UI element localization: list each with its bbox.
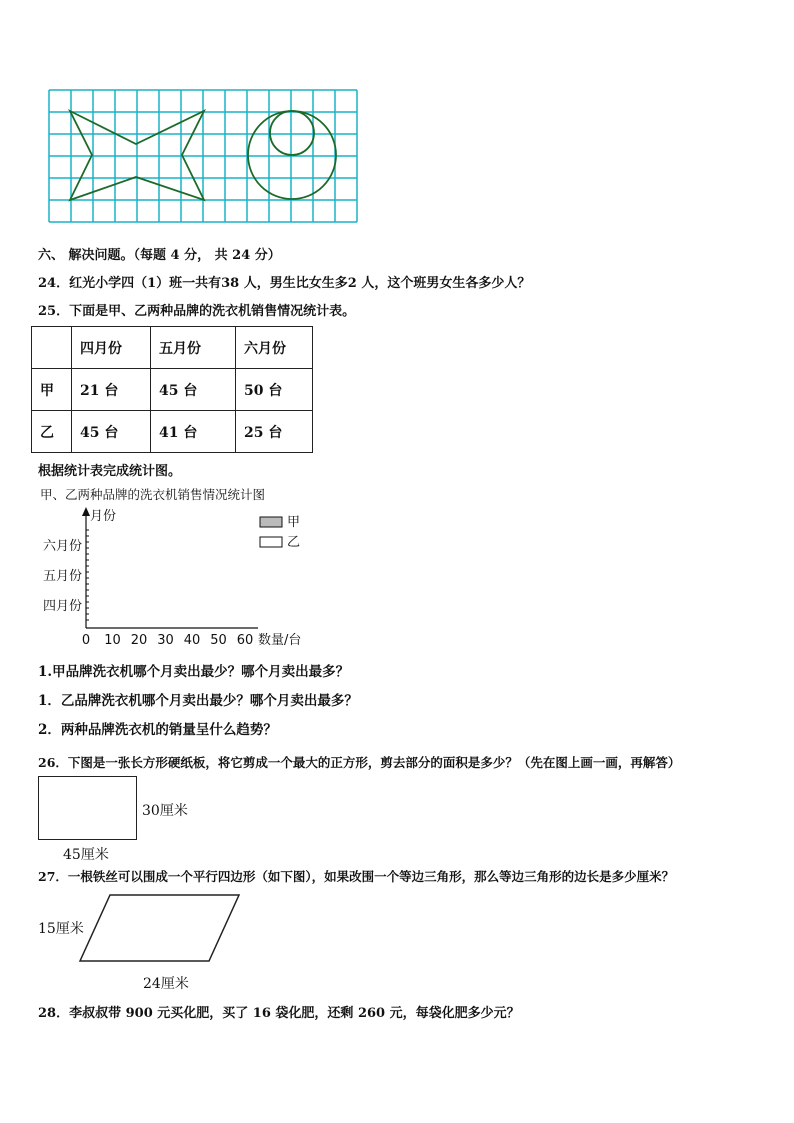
y-category-label: 四月份 [42,599,82,614]
grid-lines [49,90,357,222]
x-tick-label: 0 [81,633,91,648]
question-27: 27．一根铁丝可以围成一个平行四边形（如下图），如果改围一个等边三角形，那么等边三角形的边长是多少厘米？ [38,869,675,884]
x-tick-label: 60 [236,633,254,648]
question-28: 28．李叔叔带 900 元买化肥，买了 16 袋化肥，还剩 260 元，每袋化肥多少元？ [38,1006,520,1021]
rect-width-label: 45厘米 [63,847,109,863]
question-25-sub2: 1．乙品牌洗衣机哪个月卖出最少？哪个月卖出最多？ [38,693,358,709]
table-cell: 50 台 [236,369,313,411]
table-cell: 45 台 [72,411,151,453]
x-ticks [82,633,253,648]
parallelogram [80,895,239,961]
table-row [32,369,313,411]
sales-chart [30,484,330,654]
cardboard-rectangle [38,776,137,840]
legend-swatch-yi [260,537,282,547]
table-cell: 乙 [32,411,72,453]
table-cell: 21 台 [72,369,151,411]
small-circle [270,111,314,155]
table-cell: 41 台 [151,411,236,453]
parallelogram-side-label: 15厘米 [38,921,84,937]
question-25-sub1: 1.甲品牌洗衣机哪个月卖出最少？哪个月卖出最多？ [38,664,350,680]
table-header-row [32,327,313,369]
x-tick-label: 10 [104,633,121,648]
legend-label-jia: 甲 [287,515,301,530]
y-category-label: 五月份 [42,569,82,584]
section6-heading: 六、 解决问题。（每题 4 分， 共 24 分） [38,248,281,263]
y-axis-label: 月份 [90,509,117,524]
x-tick-label: 40 [183,633,201,648]
table-cell: 45 台 [151,369,236,411]
sales-table [31,326,313,453]
table-row [32,411,313,453]
question-26: 26．下图是一张长方形硬纸板，将它剪成一个最大的正方形，剪去部分的面积是多少？（先在图上画一画，再解答） [38,755,681,770]
parallelogram-base-label: 24厘米 [143,976,189,992]
grid-figure [48,89,362,227]
y-category-label: 六月份 [42,539,82,554]
table-cell [32,327,72,369]
table-header: 五月份 [151,327,236,369]
question-24: 24．红光小学四（1）班一共有38 人，男生比女生多2 人，这个班男女生各多少人？ [38,276,531,291]
x-tick-label: 30 [157,633,174,648]
y-category-labels [43,539,82,614]
rect-height-label: 30厘米 [142,803,188,819]
chart-title: 甲、乙两种品牌的洗衣机销售情况统计图 [40,487,266,502]
legend-swatch-jia [260,517,282,527]
table-cell: 甲 [32,369,72,411]
parallelogram-figure [78,893,244,965]
legend-label-yi: 乙 [287,535,301,550]
table-header: 六月份 [236,327,313,369]
table-header: 四月份 [72,327,151,369]
x-tick-label: 50 [210,633,227,648]
table-cell: 25 台 [236,411,313,453]
y-axis-arrow [82,507,90,516]
x-tick-label: 20 [130,633,148,648]
question-25-sub3: 2．两种品牌洗衣机的销量呈什么趋势？ [38,722,277,738]
x-axis-label: 数量/台 [258,633,302,648]
chart-instruction: 根据统计表完成统计图。 [38,464,182,479]
question-25: 25．下面是甲、乙两种品牌的洗衣机销售情况统计表。 [38,304,356,319]
